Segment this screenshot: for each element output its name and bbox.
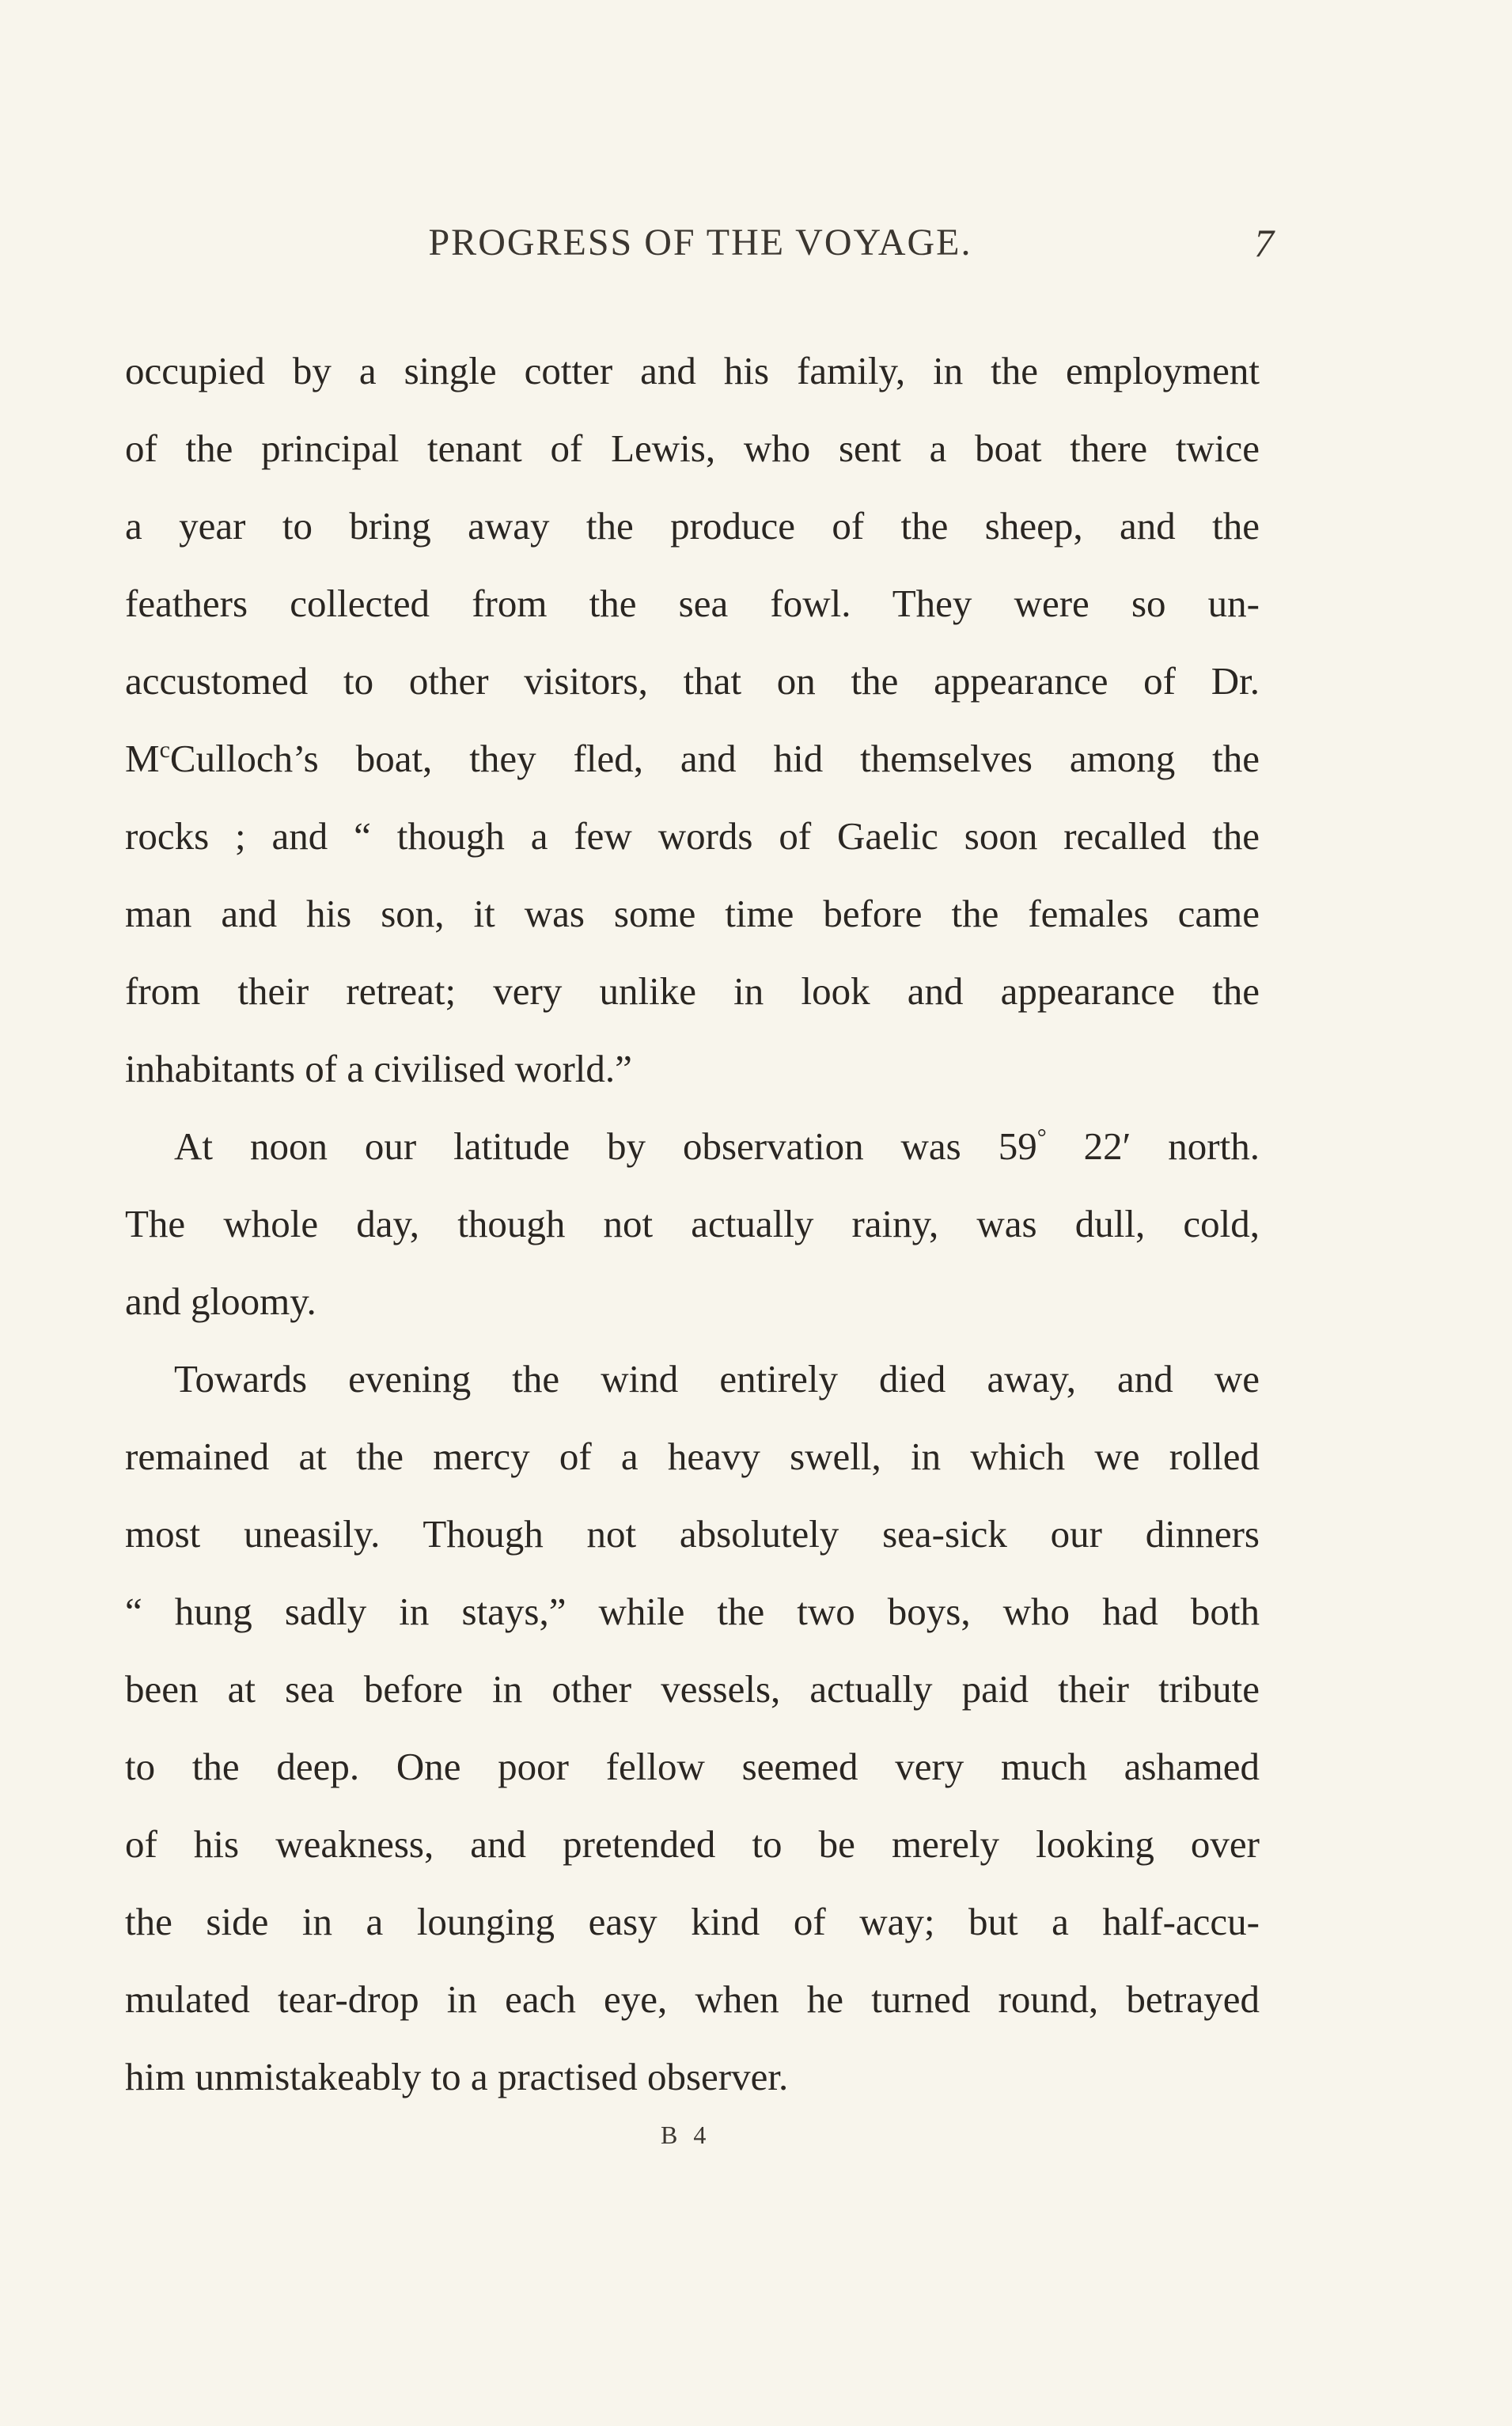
text-line: occupied by a single cotter and his family, in the employment: [125, 349, 1260, 392]
text-line: the side in a lounging easy kind of way; but a half-accu-: [125, 1900, 1260, 1943]
text-line: most uneasily. Though not absolutely sea-sick our dinners: [125, 1512, 1260, 1556]
body-text: [125, 332, 1260, 2116]
text-line: feathers collected from the sea fowl. They were so un-: [125, 582, 1260, 625]
text-line: The whole day, though not actually rainy, was dull, cold,: [125, 1202, 1260, 1245]
running-head: [127, 215, 1274, 271]
text-line: from their retreat; very unlike in look and appearance the: [125, 969, 1260, 1013]
text-line: been at sea before in other vessels, actually paid their tribute: [125, 1667, 1260, 1711]
latitude-after: 22′ north.: [1046, 1124, 1260, 1168]
text-line: [125, 1108, 1260, 1185]
text-line: Towards evening the wind entirely died away, and we: [174, 1357, 1260, 1401]
mc-superscript: c: [159, 737, 170, 763]
text-line: of the principal tenant of Lewis, who sent a boat there twice: [125, 426, 1260, 470]
line-rest: Culloch’s boat, they fled, and hid themselves among the: [169, 737, 1260, 780]
degree-sign: °: [1036, 1124, 1047, 1150]
text-line: and gloomy.: [125, 1279, 316, 1323]
text-line: remained at the mercy of a heavy swell, in which we rolled: [125, 1435, 1260, 1478]
text-line: “ hung sadly in stays,” while the two boys, who had both: [125, 1590, 1260, 1633]
text-line: him unmistakeably to a practised observer.: [125, 2055, 789, 2098]
text-line: inhabitants of a civilised world.”: [125, 1047, 632, 1090]
text-line: [125, 720, 1260, 798]
text-line: a year to bring away the produce of the sheep, and the: [125, 504, 1260, 548]
text-line: rocks ; and “ though a few words of Gaelic soon recalled the: [125, 814, 1260, 858]
text-line: accustomed to other visitors, that on the appearance of Dr.: [125, 659, 1260, 703]
text-line: of his weakness, and pretended to be merely looking over: [125, 1822, 1260, 1866]
page-number: 7: [1254, 221, 1274, 265]
signature-mark: B 4: [661, 2121, 711, 2149]
latitude-before: At noon our latitude by observation was 59: [174, 1124, 1037, 1168]
text-line: man and his son, it was some time before the females came: [125, 892, 1260, 935]
text-line: to the deep. One poor fellow seemed very much ashamed: [125, 1745, 1260, 1788]
running-title: PROGRESS OF THE VOYAGE.: [428, 222, 972, 263]
mc-prefix: M: [125, 737, 160, 780]
text-line: mulated tear-drop in each eye, when he turned round, betrayed: [125, 1977, 1260, 2021]
